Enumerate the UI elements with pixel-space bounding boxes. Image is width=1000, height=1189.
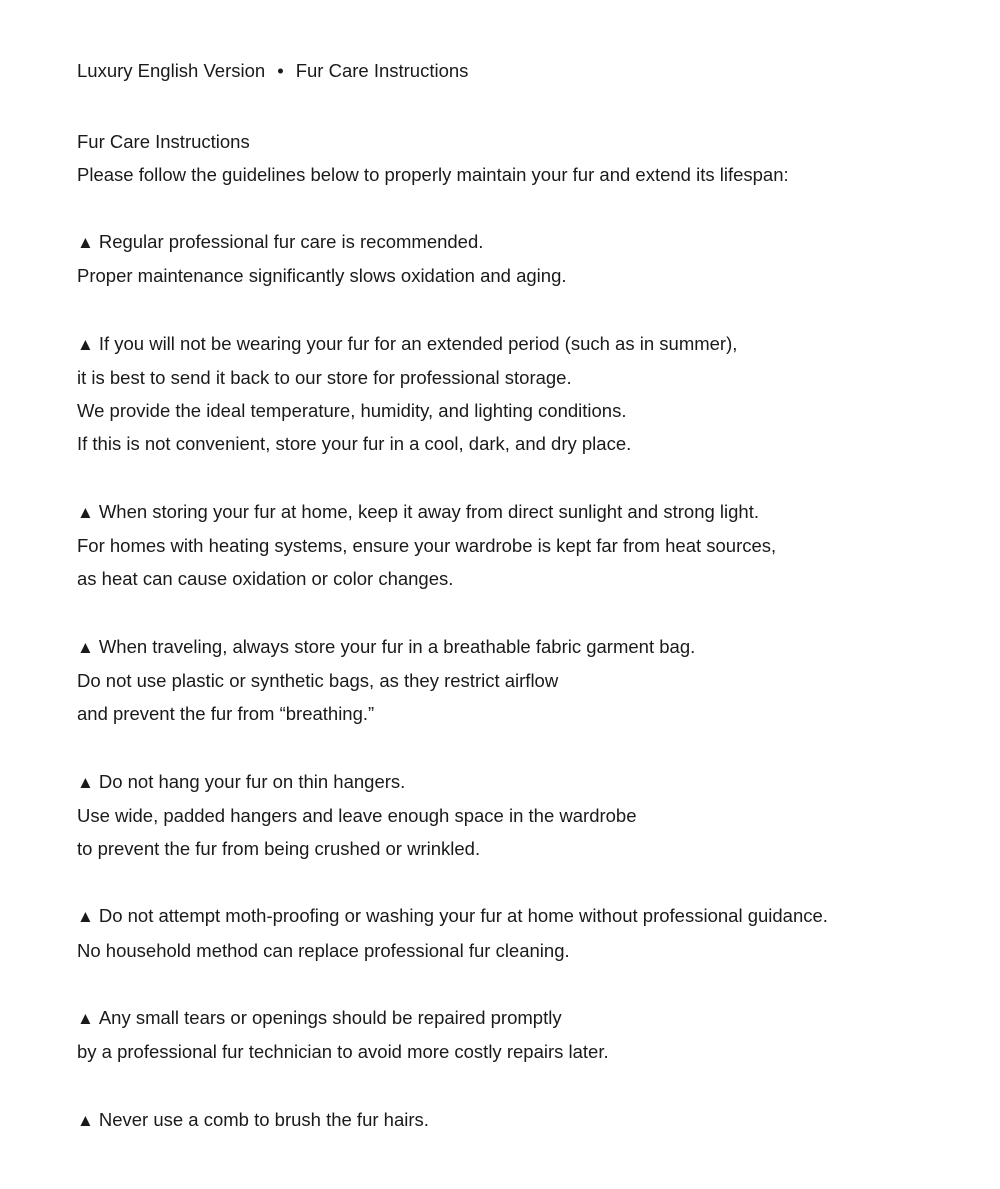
guideline-detail-line	[77, 361, 1000, 394]
guideline-text: Any small tears or openings should be repaired promptly	[98, 1007, 562, 1029]
care-guideline-section	[77, 1001, 1000, 1069]
guideline-text: Regular professional fur care is recommended.	[98, 231, 484, 252]
guideline-text: No household method can replace professional fur cleaning.	[77, 939, 570, 961]
guideline-heading-line	[77, 495, 1000, 529]
guideline-text: Proper maintenance significantly slows oxidation and aging.	[77, 265, 567, 287]
triangle-bullet-icon: ▲	[77, 334, 94, 354]
guideline-detail-line	[77, 832, 1000, 865]
guideline-text: Never use a comb to brush the fur hairs.	[98, 1108, 429, 1130]
care-guideline-section	[77, 630, 1000, 731]
guideline-text: For homes with heating systems, ensure your wardrobe is kept far from heat sources,	[77, 535, 777, 557]
header-topic-label: Fur Care Instructions	[295, 60, 469, 81]
document-intro: Please follow the guidelines below to properly maintain your fur and extend its lifespan:	[77, 164, 789, 185]
header-separator: •	[277, 60, 284, 81]
guideline-detail-line	[77, 259, 1000, 292]
care-guideline-section	[77, 899, 1000, 967]
guideline-text: by a professional fur technician to avoid more costly repairs later.	[77, 1041, 609, 1063]
care-guideline-section	[77, 1103, 1000, 1137]
guideline-detail-line	[77, 427, 1000, 460]
guideline-text: it is best to send it back to our store for professional storage.	[77, 366, 572, 388]
guideline-detail-line	[77, 1035, 1000, 1068]
guideline-heading-line	[77, 225, 1000, 259]
guideline-text: We provide the ideal temperature, humidity, and lighting conditions.	[77, 400, 627, 422]
guideline-text: Use wide, padded hangers and leave enough space in the wardrobe	[77, 804, 637, 826]
guideline-text: to prevent the fur from being crushed or wrinkled.	[77, 838, 481, 860]
guideline-heading-line	[77, 1103, 1000, 1137]
guideline-heading-line	[77, 765, 1000, 799]
care-guidelines-list	[77, 225, 1000, 1137]
guideline-text: Do not hang your fur on thin hangers.	[98, 770, 406, 792]
guideline-detail-line	[77, 934, 1000, 967]
guideline-detail-line	[77, 697, 1000, 730]
guideline-text: and prevent the fur from “breathing.”	[77, 703, 375, 725]
guideline-detail-line	[77, 799, 1000, 832]
guideline-text: Do not attempt moth-proofing or washing your fur at home without professional guidance.	[98, 905, 828, 927]
triangle-bullet-icon: ▲	[77, 502, 94, 522]
guideline-detail-line	[77, 562, 1000, 595]
care-guideline-section	[77, 327, 1000, 461]
care-guideline-section	[77, 765, 1000, 866]
guideline-text: as heat can cause oxidation or color changes.	[77, 568, 454, 590]
guideline-detail-line	[77, 529, 1000, 562]
triangle-bullet-icon: ▲	[77, 907, 94, 927]
triangle-bullet-icon: ▲	[77, 1110, 94, 1130]
document-header	[77, 58, 1000, 84]
guideline-heading-line	[77, 899, 1000, 933]
guideline-detail-line	[77, 664, 1000, 697]
care-guideline-section	[77, 495, 1000, 596]
guideline-text: Do not use plastic or synthetic bags, as they restrict airflow	[77, 669, 559, 691]
guideline-text: When traveling, always store your fur in a breathable fabric garment bag.	[98, 635, 696, 657]
triangle-bullet-icon: ▲	[77, 772, 94, 792]
header-version-label: Luxury English Version	[77, 60, 266, 81]
document-title: Fur Care Instructions	[77, 131, 250, 152]
triangle-bullet-icon: ▲	[77, 1009, 94, 1029]
guideline-text: When storing your fur at home, keep it away from direct sunlight and strong light.	[98, 500, 759, 522]
guideline-heading-line	[77, 327, 1000, 361]
guideline-detail-line	[77, 394, 1000, 427]
guideline-text: If this is not convenient, store your fur in a cool, dark, and dry place.	[77, 433, 632, 455]
care-guideline-section	[77, 225, 1000, 293]
guideline-text: If you will not be wearing your fur for an extended period (such as in summer),	[98, 332, 738, 354]
guideline-heading-line	[77, 1001, 1000, 1035]
triangle-bullet-icon: ▲	[77, 233, 94, 252]
triangle-bullet-icon: ▲	[77, 637, 94, 657]
guideline-heading-line	[77, 630, 1000, 664]
